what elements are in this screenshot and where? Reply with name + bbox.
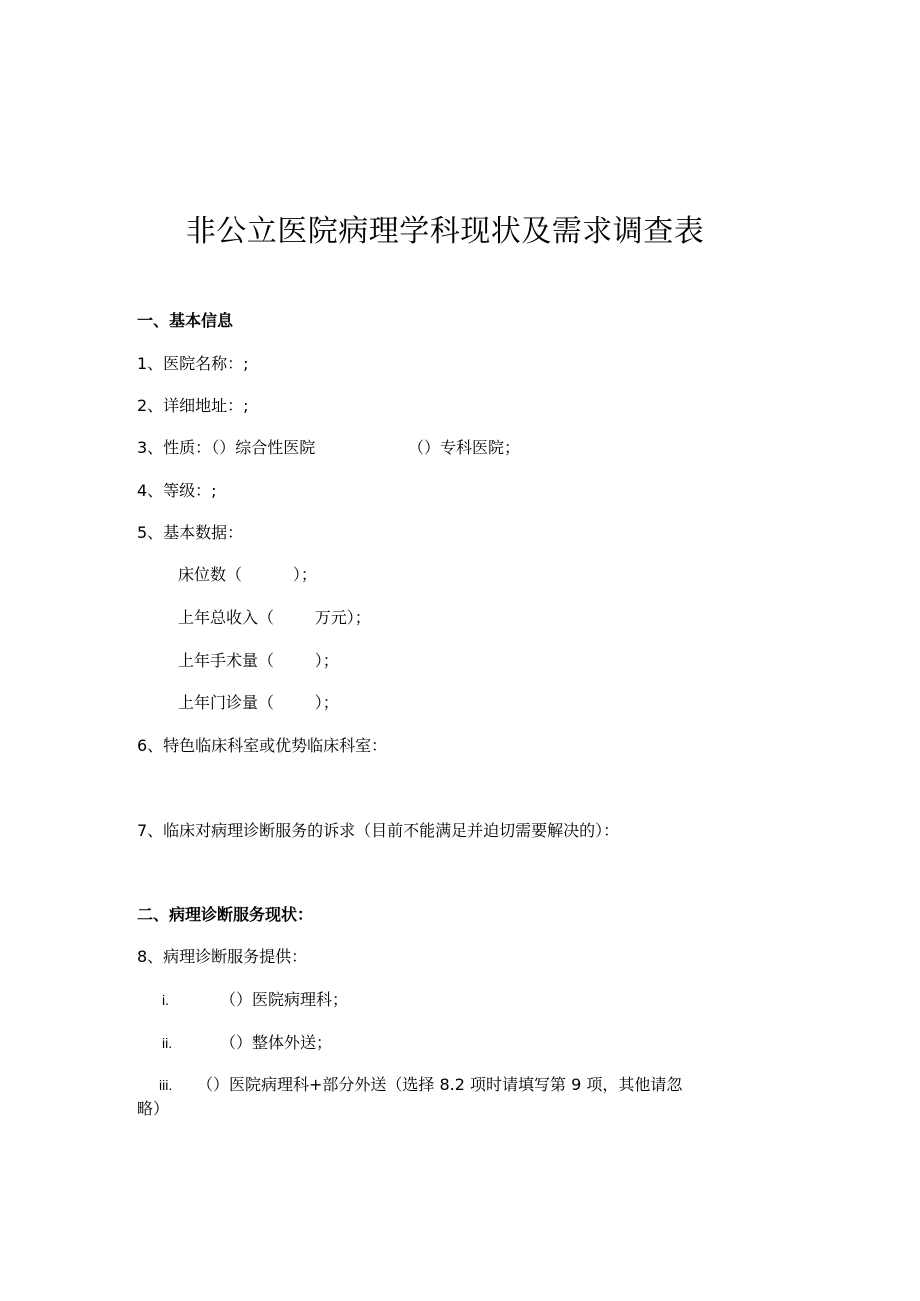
document-title: 非公立医院病理学科现状及需求调查表 <box>185 214 705 249</box>
field-annual-surgeries: 上年手术量（ ）； <box>178 651 339 670</box>
field-annual-outpatient: 上年门诊量（ ）； <box>178 693 339 712</box>
list-marker-ii: ii. <box>162 1035 173 1051</box>
question-pathology-service: 8、病理诊断服务提供： <box>137 947 308 966</box>
question-clinical-demands: 7、临床对病理诊断服务的诉求（目前不能满足并迫切需要解决的）： <box>137 821 620 840</box>
field-bed-count: 床位数（ ）； <box>178 565 317 584</box>
question-grade: 4、等级：; <box>137 481 217 500</box>
question-nature <box>137 438 315 458</box>
option-partial-outsourcing: （）医院病理科+部分外送（选择 8.2 项时请填写第 9 项，其他请忽 <box>197 1075 683 1094</box>
option-partial-outsourcing-continued: 略） <box>137 1099 170 1118</box>
option-general-hospital: （）综合性医院 <box>211 438 316 457</box>
question-basic-data: 5、基本数据： <box>137 523 244 542</box>
section-heading-basic-info: 一、基本信息 <box>137 311 234 330</box>
question-featured-departments: 6、特色临床科室或优势临床科室： <box>137 736 388 755</box>
option-full-outsourcing: （）整体外送； <box>220 1033 333 1052</box>
field-annual-income: 上年总收入（ 万元）； <box>178 608 371 627</box>
question-address: 2、详细地址：; <box>137 396 249 415</box>
section-heading-pathology-status: 二、病理诊断服务现状： <box>137 905 314 924</box>
list-marker-iii: iii. <box>159 1077 173 1093</box>
question-nature-label: 3、性质： <box>137 438 212 457</box>
question-hospital-name: 1、医院名称：; <box>137 354 249 373</box>
option-in-house-pathology: （）医院病理科； <box>220 990 349 1009</box>
list-marker-i: i. <box>162 992 169 1008</box>
option-specialty-hospital: （）专科医院； <box>408 438 521 457</box>
